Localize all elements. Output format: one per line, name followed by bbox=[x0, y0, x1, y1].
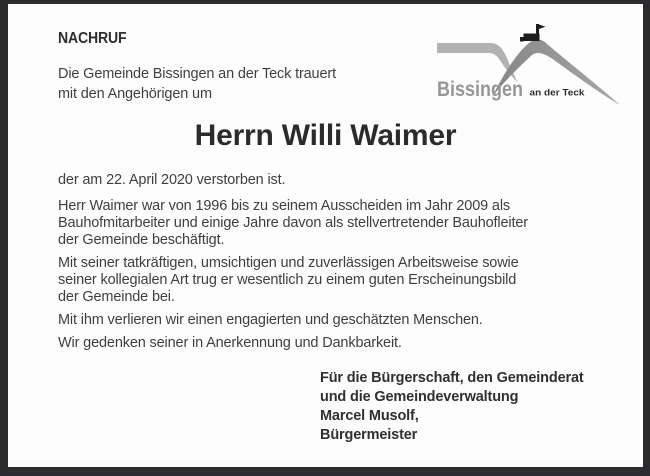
body-line: Wir gedenken seiner in Anerkennung und Dankbarkeit. bbox=[58, 335, 402, 351]
body-line: seiner kollegialen Art trug er wesentlich zu einem guten Erscheinungsbild bbox=[58, 272, 517, 288]
body-line: der Gemeinde bei. bbox=[58, 289, 175, 305]
body-line: der Gemeinde beschäftigt. bbox=[58, 232, 225, 248]
obituary-notice bbox=[8, 4, 643, 467]
signature-block bbox=[320, 369, 584, 445]
signature-line: Marcel Musolf, bbox=[320, 408, 419, 424]
signature-line: und die Gemeindeverwaltung bbox=[320, 389, 519, 405]
body-line: Bauhofmitarbeiter und einige Jahre davon als stellvertretender Bauhofleiter bbox=[58, 215, 528, 231]
intro-line: mit den Angehörigen um bbox=[58, 86, 212, 102]
body-line: Mit seiner tatkräftigen, umsichtigen und zuverlässigen Arbeitsweise sowie bbox=[58, 255, 519, 271]
body-line: Mit ihm verlieren wir einen engagierten und geschätzten Menschen. bbox=[58, 312, 483, 328]
signature-line: Bürgermeister bbox=[320, 427, 418, 443]
signature-line: Für die Bürgerschaft, den Gemeinderat bbox=[320, 370, 584, 386]
body-paragraph bbox=[58, 312, 528, 329]
logo-wordmark-suffix: an der Teck bbox=[529, 87, 586, 99]
body-paragraph bbox=[58, 255, 528, 306]
intro-line: Die Gemeinde Bissingen an der Teck trauert bbox=[58, 66, 336, 82]
body-line: Herr Waimer war von 1996 bis zu seinem Ausscheiden im Jahr 2009 als bbox=[58, 198, 511, 214]
body-paragraph bbox=[58, 198, 528, 249]
logo-wordmark: Bissingen bbox=[437, 77, 523, 101]
body-line: der am 22. April 2020 verstorben ist. bbox=[58, 172, 286, 188]
obituary-body bbox=[58, 172, 528, 358]
teck-castle-icon bbox=[520, 24, 546, 42]
body-paragraph bbox=[58, 172, 528, 189]
intro-text bbox=[58, 64, 336, 104]
body-paragraph bbox=[58, 335, 528, 352]
deceased-name-heading: Herrn Willi Waimer bbox=[194, 119, 457, 152]
nachruf-heading: NACHRUF bbox=[58, 30, 127, 47]
bissingen-logo bbox=[435, 22, 625, 114]
